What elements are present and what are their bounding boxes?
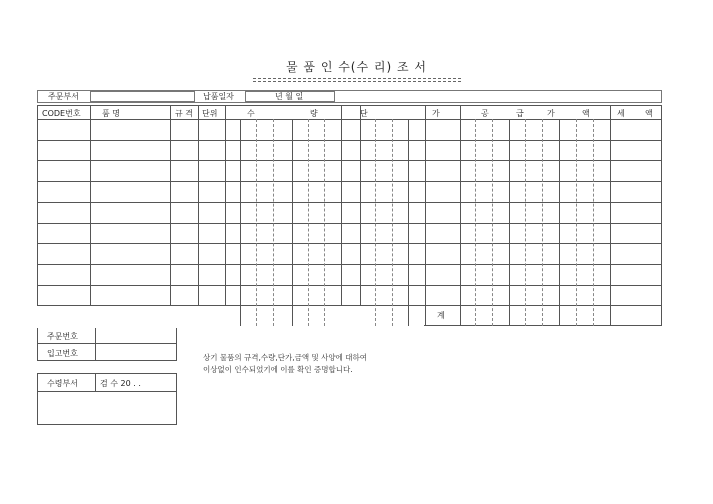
table-dash-line	[525, 119, 526, 326]
order-dept-label: 주문부서	[48, 92, 79, 101]
title-underline-2	[253, 81, 461, 82]
receipt-no-label: 입고번호	[47, 349, 78, 358]
table-row-line	[37, 264, 662, 265]
table-row-line	[37, 285, 662, 286]
col-unit: 단위	[202, 109, 218, 118]
table-header-line	[37, 119, 662, 120]
table-col-line	[198, 105, 199, 305]
col-qty-left: 수	[247, 109, 255, 118]
table-dash-line	[308, 119, 309, 326]
table-dash-line	[593, 119, 594, 326]
delivery-date-label: 납품일자	[203, 92, 234, 101]
table-col-line	[341, 105, 342, 305]
table-subcol-line	[559, 119, 560, 326]
col-supply-4: 액	[582, 109, 590, 118]
col-item: 품 명	[102, 109, 120, 118]
table-dash-line	[542, 119, 543, 326]
receipt-no-field[interactable]	[96, 344, 176, 360]
col-spec: 규 격	[175, 109, 193, 118]
title-underline	[253, 78, 461, 79]
page-title: 물 품 인 수(수 리) 조 서	[286, 60, 427, 74]
receiving-box-divider-v	[95, 373, 96, 391]
table-subcol-line	[509, 119, 510, 326]
col-supply-1: 공	[481, 109, 489, 118]
table-dash-line	[273, 119, 274, 326]
col-code: CODE번호	[42, 109, 81, 118]
table-col-line	[425, 105, 426, 326]
table-row-line	[37, 243, 662, 244]
table-subcol-line	[292, 119, 293, 326]
statement-line-1: 상기 물품의 규격,수량,단가,금액 및 사양에 대하여	[203, 353, 367, 362]
col-qty-right: 량	[310, 109, 318, 118]
table-subcol-line	[240, 119, 241, 326]
signature-field[interactable]	[38, 392, 176, 424]
table-col-line	[170, 105, 171, 305]
table-row-line	[37, 181, 662, 182]
table-col-line	[90, 105, 91, 305]
table-row-line	[37, 160, 662, 161]
col-supply-3: 가	[547, 109, 555, 118]
table-dash-line	[324, 119, 325, 326]
table-dash-line	[392, 119, 393, 326]
inspector-label: 검 수 20 . .	[100, 379, 141, 388]
receiving-dept-label: 수령부서	[47, 379, 78, 388]
col-tax-left: 세	[617, 109, 625, 118]
table-col-line	[360, 105, 361, 305]
col-price-right: 가	[432, 109, 440, 118]
table-dash-line	[375, 119, 376, 326]
table-col-line	[460, 105, 461, 326]
table-subcol-line	[408, 119, 409, 326]
order-no-field[interactable]	[96, 327, 176, 343]
col-price-left: 단	[360, 109, 368, 118]
total-label: 계	[437, 311, 445, 320]
table-dash-line	[576, 119, 577, 326]
table-row-line	[37, 140, 662, 141]
table-row-line	[37, 202, 662, 203]
table-dash-line	[475, 119, 476, 326]
table-col-line	[225, 105, 226, 305]
order-no-label: 주문번호	[47, 332, 78, 341]
statement-line-2: 이상없이 인수되었기에 이를 확인 증명합니다.	[203, 365, 353, 374]
col-supply-2: 급	[516, 109, 524, 118]
delivery-date-value: 년 월 일	[275, 92, 304, 101]
items-table	[37, 105, 662, 326]
col-tax-right: 액	[645, 109, 653, 118]
table-dash-line	[492, 119, 493, 326]
table-dash-line	[256, 119, 257, 326]
table-col-line	[610, 105, 611, 326]
total-row-blank	[36, 306, 424, 328]
order-dept-field[interactable]	[90, 91, 195, 102]
table-row-line	[37, 223, 662, 224]
